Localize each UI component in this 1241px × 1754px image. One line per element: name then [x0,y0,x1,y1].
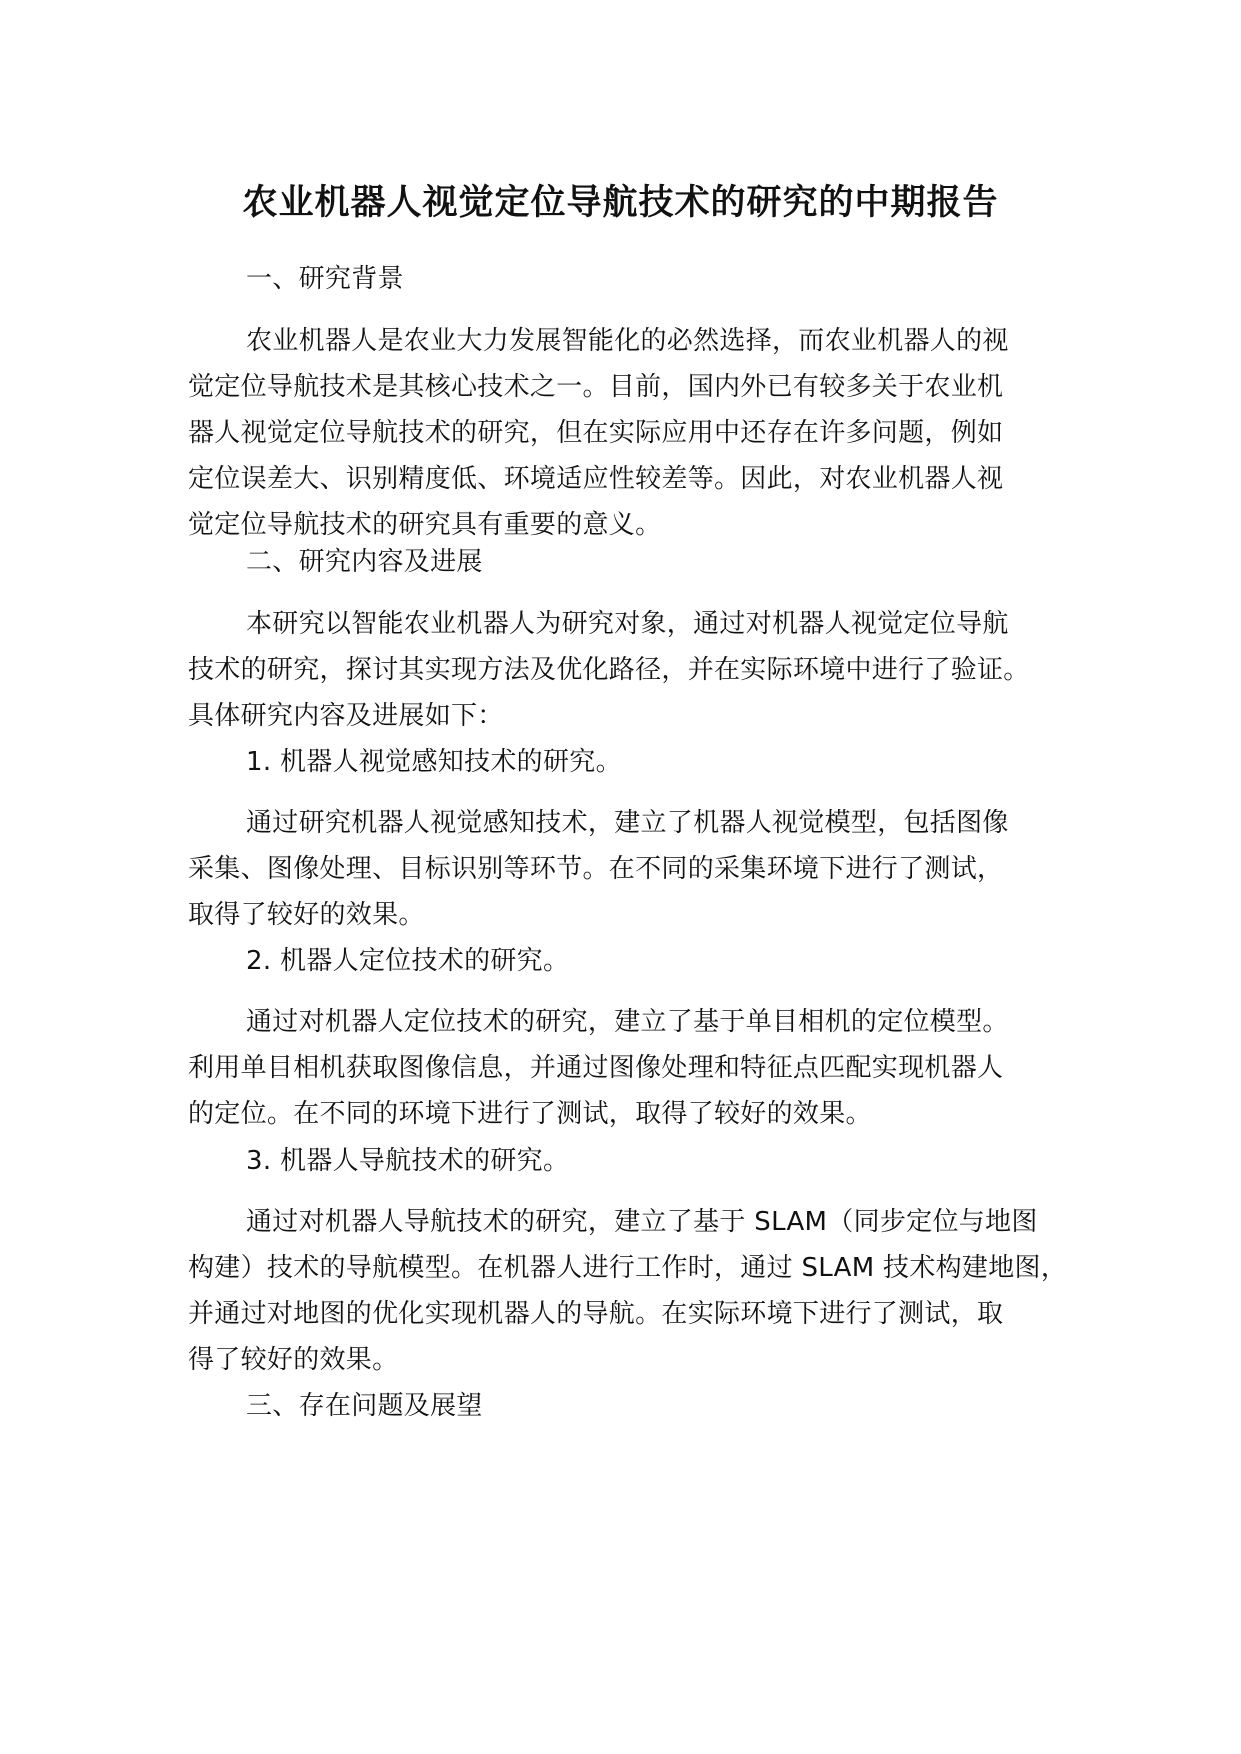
subsection-heading-navigation: 3. 机器人导航技术的研究。 [246,1146,570,1176]
section-heading-content: 二、研究内容及进展 [246,547,483,577]
subsection-heading-localization: 2. 机器人定位技术的研究。 [246,946,570,976]
paragraph-content-intro: 本研究以智能农业机器人为研究对象，通过对机器人视觉定位导航 技术的研究，探讨其实现方法及优化路径，并在实际环境中进行了验证。 具体研究内容及进展如下： [188,609,1030,731]
paragraph-background: 农业机器人是农业大力发展智能化的必然选择，而农业机器人的视 觉定位导航技术是其核心技术之一。目前，国内外已有较多关于农业机 器人视觉定位导航技术的研究，但在实际应用中还存在许多问题，例如 定位误差大、识别精度低、环境适应性较差等。因此，对农业机器人视 觉定位导航技术的研究具有重要的意义。 [188,326,1009,540]
paragraph-navigation: 通过对机器人导航技术的研究，建立了基于 SLAM（同步定位与地图 构建）技术的导航模型。在机器人进行工作时，通过 SLAM 技术构建地图， 并通过对地图的优化实现机器人的导航。在实际环境下进行了测试，取 得了较好的效果。 [188,1207,1068,1375]
paragraph-localization: 通过对机器人定位技术的研究，建立了基于单目相机的定位模型。 利用单目相机获取图像信息，并通过图像处理和特征点匹配实现机器人 的定位。在不同的环境下进行了测试，取得了较好的效果。 [188,1007,1009,1129]
section-heading-background: 一、研究背景 [246,264,404,294]
subsection-heading-vision: 1. 机器人视觉感知技术的研究。 [246,747,622,777]
document-title: 农业机器人视觉定位导航技术的研究的中期报告 [242,183,999,223]
section-heading-problems: 三、存在问题及展望 [246,1391,483,1421]
paragraph-vision: 通过研究机器人视觉感知技术，建立了机器人视觉模型，包括图像 采集、图像处理、目标识别等环节。在不同的采集环境下进行了测试， 取得了较好的效果。 [188,808,1009,930]
